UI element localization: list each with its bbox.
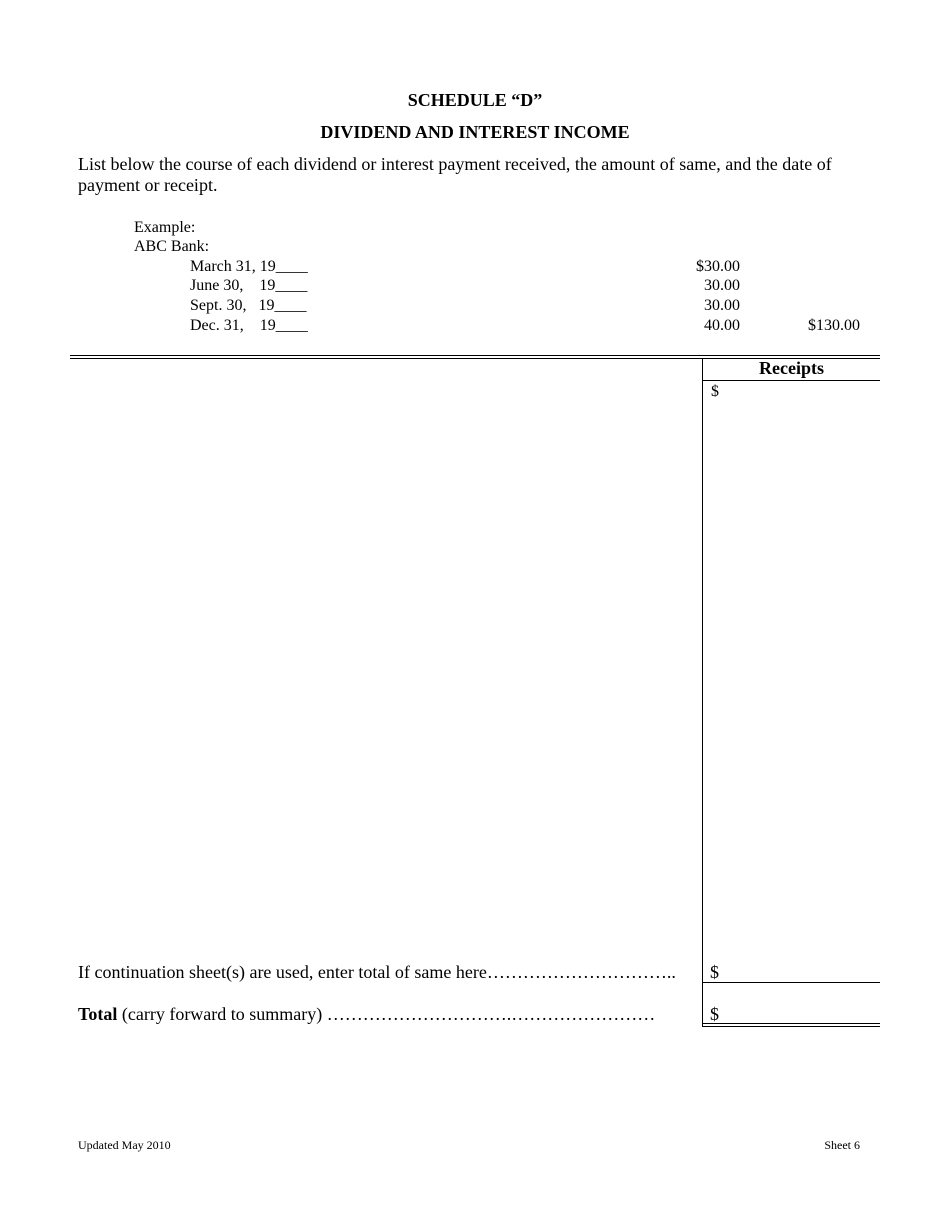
footer-sheet-number: Sheet 6 — [824, 1138, 860, 1152]
example-row-date: June 30, 19____ — [190, 277, 308, 294]
continuation-dollar-field[interactable]: $ — [710, 962, 719, 982]
example-row-amount: 40.00 — [704, 317, 740, 334]
example-heading: Example: — [134, 219, 196, 236]
receipts-header-underline — [702, 380, 880, 381]
table-top-rule — [70, 355, 880, 356]
total-double-underline — [702, 1023, 880, 1024]
example-row-amount: 30.00 — [704, 297, 740, 314]
continuation-label: If continuation sheet(s) are used, enter total of same here………………………….. — [78, 962, 676, 982]
example-row-amount: 30.00 — [704, 277, 740, 294]
example-row-date: March 31, 19____ — [190, 258, 308, 275]
total-bold-label: Total — [78, 1004, 118, 1024]
total-line — [78, 1004, 655, 1025]
example-entity: ABC Bank: — [134, 238, 210, 255]
example-row-date: Dec. 31, 19____ — [190, 317, 308, 334]
total-dollar-field[interactable]: $ — [710, 1004, 719, 1024]
instructions-text: List below the course of each dividend or interest payment received, the amount of same, and the date of payment or receipt. — [78, 154, 832, 195]
receipts-first-dollar[interactable]: $ — [711, 383, 719, 400]
receipts-header: Receipts — [759, 358, 824, 378]
footer-updated: Updated May 2010 — [78, 1138, 171, 1152]
example-total: $130.00 — [808, 317, 860, 334]
total-double-underline-2 — [702, 1026, 880, 1027]
example-row-amount: $30.00 — [696, 258, 740, 275]
receipts-entry-area[interactable] — [703, 400, 879, 950]
schedule-subtitle: DIVIDEND AND INTEREST INCOME — [320, 122, 630, 142]
continuation-underline — [702, 982, 880, 983]
description-entry-area[interactable] — [72, 362, 700, 952]
total-label: (carry forward to summary) ………………………….…………………… — [117, 1004, 656, 1024]
schedule-title: SCHEDULE “D” — [407, 90, 543, 110]
example-row-date: Sept. 30, 19____ — [190, 297, 307, 314]
